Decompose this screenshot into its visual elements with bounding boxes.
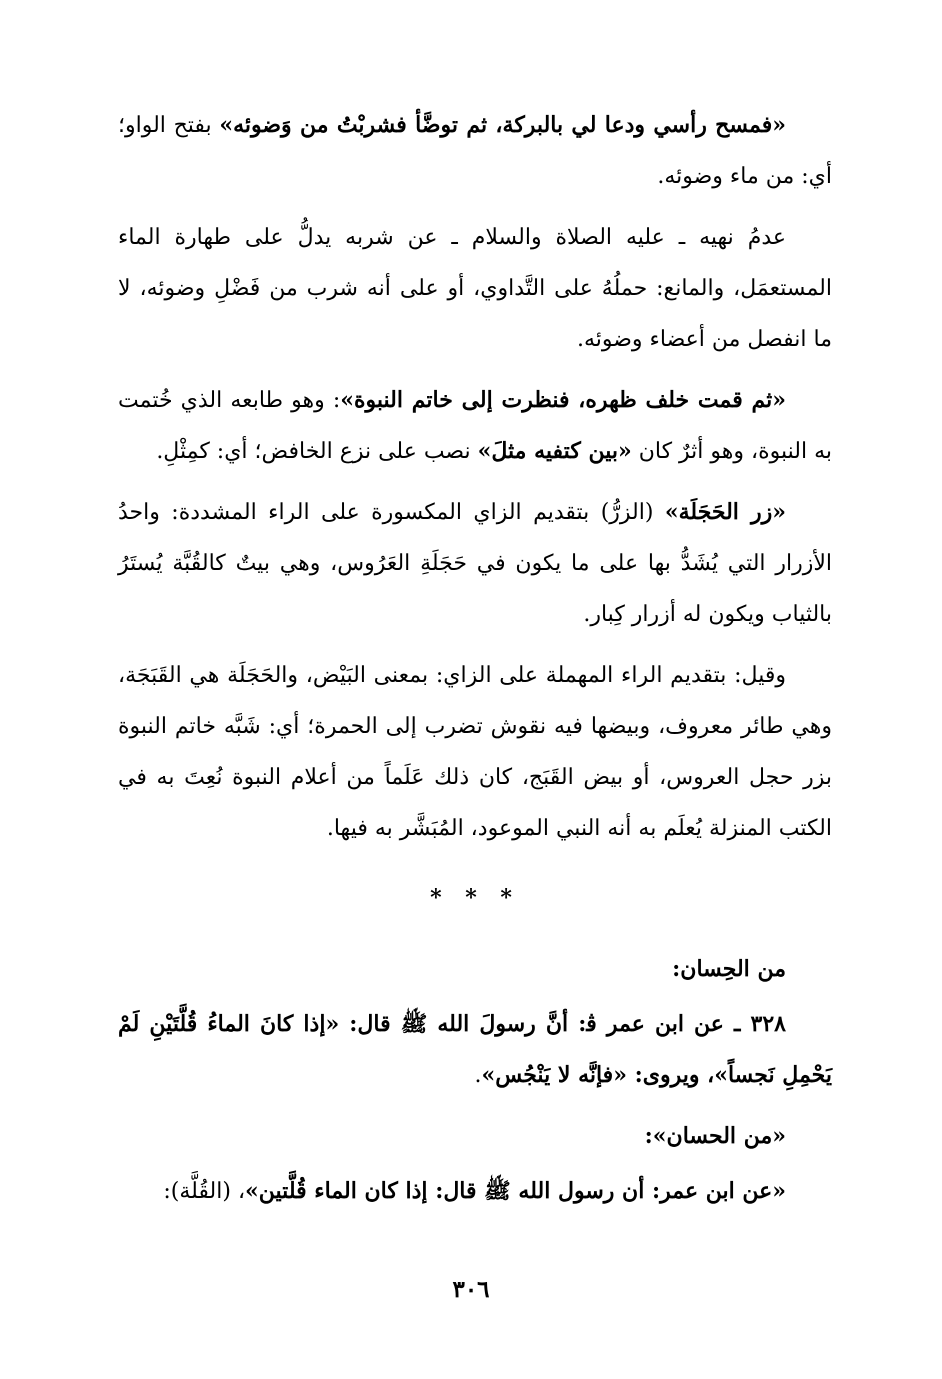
hadith-text: ٣٢٨ ـ عن ابن عمر ﭬ: أنَّ رسولَ الله ﷺ قال: «إذا كانَ الماءُ قُلَّتَيْنِ لَمْ يَحْمِلِ نَجساً»، ويروى: «فإنَّه لا يَنْجُس»	[118, 1011, 832, 1088]
commentary-text: : وهو طابعه الذي خُتمت به النبوة، وهو أثرٌ كان	[118, 388, 832, 464]
paragraph-1	[118, 100, 832, 202]
quote-text: «بين كتفيه مثلَ»	[477, 438, 632, 464]
quote-text: «ثم قمت خلف ظهره، فنظرت إلى خاتم النبوة»	[340, 387, 786, 413]
commentary-text: وقيل: بتقديم الراء المهملة على الزاي: بمعنى البَيْض، والحَجَلَة هي القَبَجَة، وهي طائر معروف، وبيضها فيه نقوش تضرب إلى الحمرة؛ أي: شَبَّه خاتم النبوة بزر حجل العروس، أو بيض القَبَج، كان ذلك عَلَماً من أعلام النبوة نُعِتَ به في الكتب المنزلة يُعلَم به أنه النبي الموعود، المُبَشَّر به فيها.	[118, 663, 832, 841]
section-separator: * * *	[430, 885, 520, 911]
paragraph-4	[118, 487, 832, 640]
paragraph-3	[118, 375, 832, 477]
quote-text: «زر الحَجَلَة»	[664, 499, 786, 525]
commentary-text: ، (القُلَّة):	[163, 1179, 246, 1204]
paragraph-5	[118, 650, 832, 854]
paragraph-2	[118, 212, 832, 365]
section-heading: من الحِسان:	[672, 956, 786, 982]
quote-text: «فمسح رأسي ودعا لي بالبركة، ثم توضَّأ فشربْتُ من وَضوئه»	[219, 112, 786, 138]
page-body	[118, 100, 832, 1227]
commentary-heading: «من الحسان»:	[644, 1123, 786, 1149]
commentary-text: عدمُ نهيه ـ عليه الصلاة والسلام ـ عن شربه يدلُّ على طهارة الماء المستعمَل، والمانع: حملُهُ على التَّداوي، أو على أنه شرب من فَضْلِ وضوئه، لا ما انفصل من أعضاء وضوئه.	[118, 225, 832, 352]
commentary-text: نصب على نزع الخافض؛ أي: كمِثْلِ.	[156, 439, 478, 464]
quote-text: «عن ابن عمر: أن رسول الله ﷺ قال: إذا كان الماء قُلَّتين»	[245, 1178, 786, 1204]
commentary-text: (الزرُّ) بتقديم الزاي المكسورة على الراء المشددة: واحدُ الأزرار التي يُشَدُّ بها على ما يكون في حَجَلَةِ العَرُوس، وهي بيتٌ كالقُبَّة يُستَرُ بالثياب ويكون له أزرار كِبار.	[118, 500, 832, 627]
page-number: ٣٠٦	[452, 1276, 490, 1303]
hadith-punctuation: .	[474, 1063, 482, 1088]
last-paragraph	[118, 1166, 832, 1217]
commentary-text: بفتح الواو؛ أي: من ماء وضوئه.	[118, 113, 832, 189]
hadith-paragraph	[118, 999, 832, 1101]
